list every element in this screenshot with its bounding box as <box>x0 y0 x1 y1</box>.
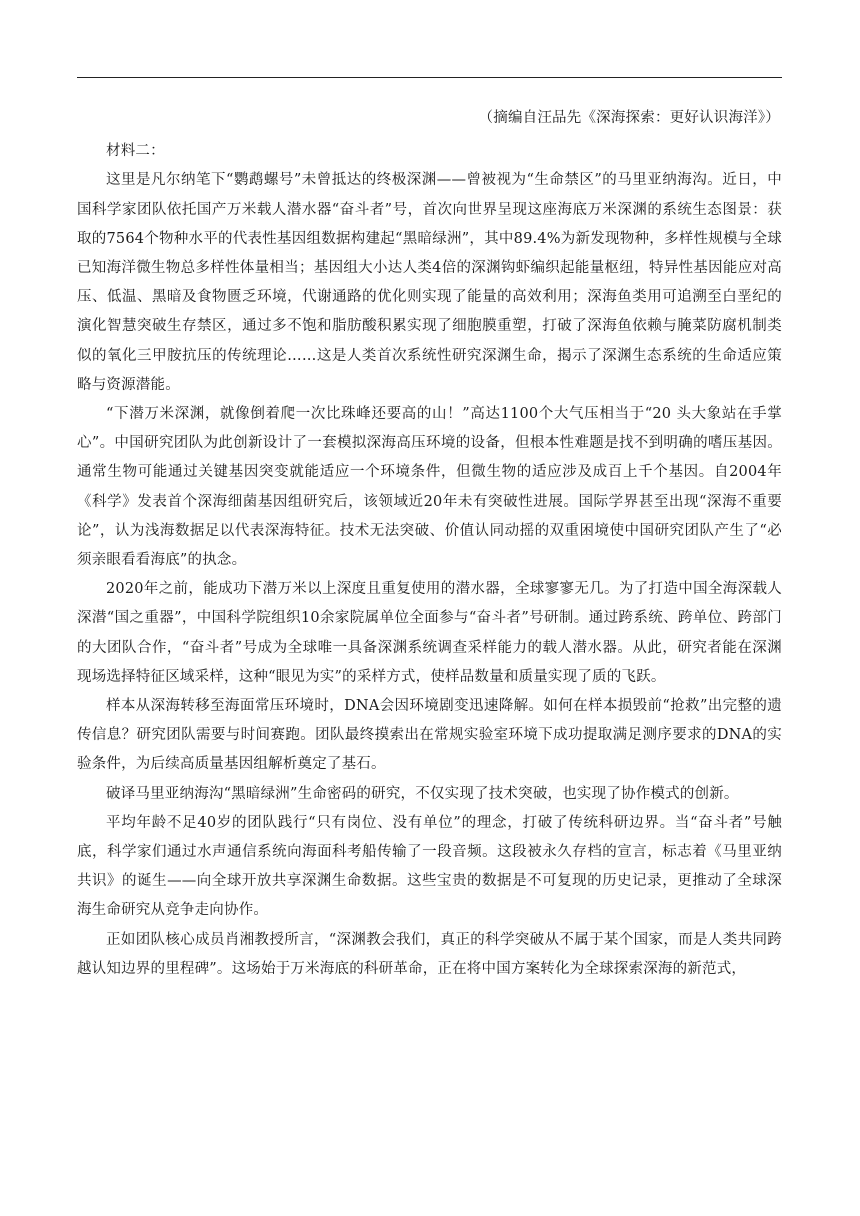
paragraph: “下潜万米深渊，就像倒着爬一次比珠峰还要高的山！”高达1100个大气压相当于“20 头大象站在手掌心”。中国研究团队为此创新设计了一套模拟深海高压环境的设备，但根本性难题是找不到明确的嗜压基因。通常生物可能通过关键基因突变就能适应一个环境条件，但微生物的适应涉及成百上千个基因。自2004年《科学》发表首个深海细菌基因组研究后，该领域近20年未有突破性进展。国际学界甚至出现“深海不重要论”，认为浅海数据足以代表深海特征。技术无法突破、价值认同动摇的双重困境使中国研究团队产生了“必须亲眼看看海底”的执念。 <box>77 406 782 569</box>
section-heading: 材料二： <box>106 143 165 160</box>
document-body <box>77 104 782 984</box>
header-rule <box>77 77 782 78</box>
source-citation: （摘编自汪品先《深海探索：更好认识海洋》） <box>478 110 780 126</box>
paragraph: 样本从深海转移至海面常压环境时，DNA会因环境剧变迅速降解。如何在样本损毁前“抢救”出完整的遗传信息？研究团队需要与时间赛跑。团队最终摸索出在常规实验室环境下成功提取满足测序要求的DNA的实验条件，为后续高质量基因组解析奠定了基石。 <box>77 698 782 773</box>
paragraph: 破译马里亚纳海沟“黑暗绿洲”生命密码的研究，不仅实现了技术突破，也实现了协作模式的创新。 <box>106 785 739 802</box>
paragraph: 正如团队核心成员肖湘教授所言，“深渊教会我们，真正的科学突破从不属于某个国家，而是人类共同跨越认知边界的里程碑”。这场始于万米海底的科研革命，正在将中国方案转化为全球探索深海的新范式， <box>77 931 782 977</box>
paragraph: 这里是凡尔纳笔下“鹦鹉螺号”未曾抵达的终极深渊——曾被视为“生命禁区”的马里亚纳海沟。近日，中国科学家团队依托国产万米载人潜水器“奋斗者”号，首次向世界呈现这座海底万米深渊的系统生态图景：获取的7564个物种水平的代表性基因组数据构建起“黑暗绿洲”，其中89.4%为新发现物种，多样性规模与全球已知海洋微生物总多样性体量相当；基因组大小达人类4倍的深渊钩虾编织起能量枢纽，特异性基因能应对高压、低温、黑暗及食物匮乏环境，代谢通路的优化则实现了能量的高效利用；深海鱼类用可追溯至白垩纪的演化智慧突破生存禁区，通过多不饱和脂肪酸积累实现了细胞膜重塑，打破了深海鱼依赖与腌菜防腐机制类似的氧化三甲胺抗压的传统理论……这是人类首次系统性研究深渊生命，揭示了深渊生态系统的生命适应策略与资源潜能。 <box>77 172 782 393</box>
paragraph: 2020年之前，能成功下潜万米以上深度且重复使用的潜水器，全球寥寥无几。为了打造中国全海深载人深潜“国之重器”，中国科学院组织10余家院属单位全面参与“奋斗者”号研制。通过跨系统、跨单位、跨部门的大团队合作，“奋斗者”号成为全球唯一具备深渊系统调查采样能力的载人潜水器。从此，研究者能在深渊现场选择特征区域采样，这种“眼见为实”的采样方式，使样品数量和质量实现了质的飞跃。 <box>77 581 782 685</box>
paragraph: 平均年龄不足40岁的团队践行“只有岗位、没有单位”的理念，打破了传统科研边界。当“奋斗者”号触底，科学家们通过水声通信系统向海面科考船传输了一段音频。这段被永久存档的宣言，标志着《马里亚纳共识》的诞生——向全球开放共享深渊生命数据。这些宝贵的数据是不可复现的历史记录，更推动了全球深海生命研究从竞争走向协作。 <box>77 814 782 919</box>
